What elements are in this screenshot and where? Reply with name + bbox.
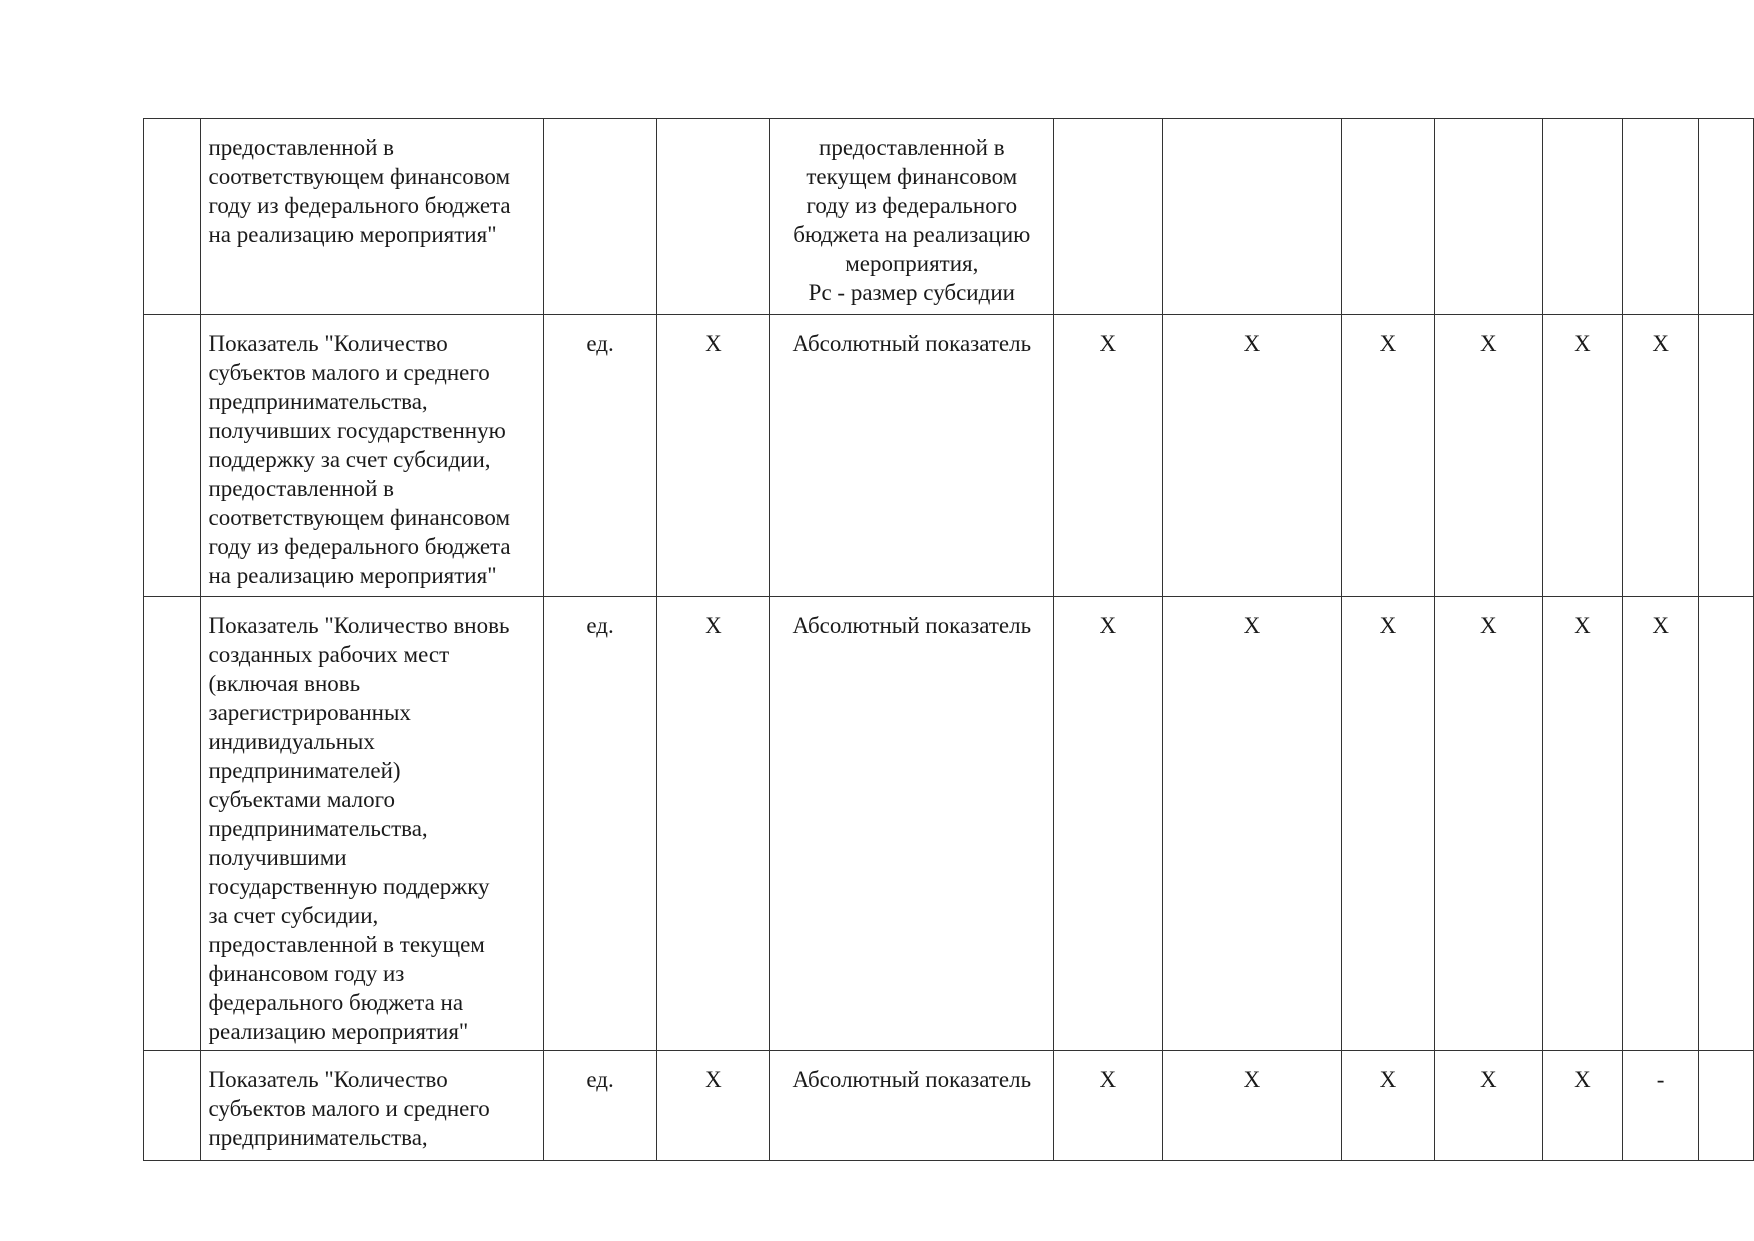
value-cell: X	[657, 315, 770, 597]
value-cell: X	[1542, 597, 1622, 1051]
calculation-method-cell: предоставленной в текущем финансовом году из федерального бюджета на реализацию мероприятия, Рс - размер субсидии	[770, 119, 1054, 315]
value-cell: X	[1054, 1051, 1162, 1161]
indicator-name-cell: Показатель "Количество субъектов малого и среднего предпринимательства, получивших государственную поддержку за счет субсидии, предоставленной в соответствующем финансовом году из федерального бюджета на реализацию мероприятия"	[200, 315, 543, 597]
value-cell: X	[1162, 597, 1342, 1051]
row-number-cell	[144, 597, 201, 1051]
indicator-name-cell: Показатель "Количество вновь созданных рабочих мест (включая вновь зарегистрированных индивидуальных предпринимателей) субъектами малого предпринимательства, получившими государственную поддержку за счет субсидии, предоставленной в текущем финансовом году из федерального бюджета на реализацию мероприятия"	[200, 597, 543, 1051]
value-cell	[1699, 119, 1754, 315]
table-row	[144, 315, 1754, 597]
value-cell: X	[1434, 597, 1542, 1051]
row-number-cell	[144, 315, 201, 597]
value-cell: X	[1542, 315, 1622, 597]
value-cell	[1434, 119, 1542, 315]
value-cell: X	[1434, 1051, 1542, 1161]
value-cell: X	[1342, 1051, 1434, 1161]
value-cell: X	[657, 597, 770, 1051]
value-cell	[1162, 119, 1342, 315]
value-cell: X	[1162, 1051, 1342, 1161]
value-cell	[1622, 119, 1698, 315]
table-row	[144, 119, 1754, 315]
row-number-cell	[144, 1051, 201, 1161]
unit-cell: ед.	[543, 597, 657, 1051]
value-cell: X	[657, 1051, 770, 1161]
value-cell: X	[1434, 315, 1542, 597]
value-cell: X	[1054, 597, 1162, 1051]
value-cell	[1699, 597, 1754, 1051]
unit-cell	[543, 119, 657, 315]
value-cell: X	[1342, 597, 1434, 1051]
indicator-table	[143, 118, 1754, 1161]
value-cell: X	[1342, 315, 1434, 597]
value-cell: X	[1622, 315, 1698, 597]
calculation-method-cell: Абсолютный показатель	[770, 597, 1054, 1051]
value-cell	[1342, 119, 1434, 315]
value-cell: -	[1622, 1051, 1698, 1161]
calculation-method-cell: Абсолютный показатель	[770, 1051, 1054, 1161]
value-cell: X	[1054, 315, 1162, 597]
value-cell: X	[1542, 1051, 1622, 1161]
indicator-name-cell: Показатель "Количество субъектов малого и среднего предпринимательства,	[200, 1051, 543, 1161]
value-cell	[1699, 315, 1754, 597]
value-cell: X	[1622, 597, 1698, 1051]
row-number-cell	[144, 119, 201, 315]
value-cell: X	[1162, 315, 1342, 597]
table-row	[144, 1051, 1754, 1161]
table-row	[144, 597, 1754, 1051]
value-cell	[1699, 1051, 1754, 1161]
calculation-method-cell: Абсолютный показатель	[770, 315, 1054, 597]
value-cell	[1542, 119, 1622, 315]
unit-cell: ед.	[543, 315, 657, 597]
indicator-name-cell: предоставленной в соответствующем финансовом году из федерального бюджета на реализацию мероприятия"	[200, 119, 543, 315]
value-cell	[657, 119, 770, 315]
unit-cell: ед.	[543, 1051, 657, 1161]
value-cell	[1054, 119, 1162, 315]
